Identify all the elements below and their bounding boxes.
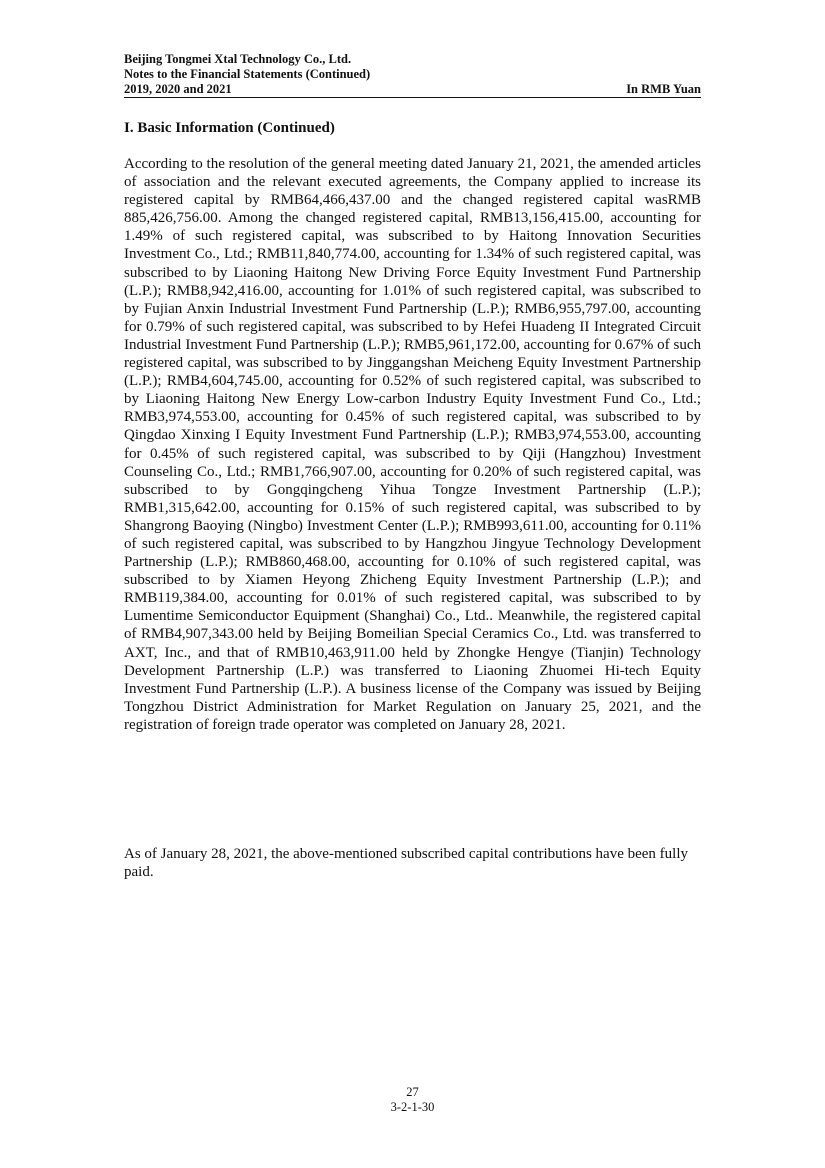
page-number: 27 <box>406 1085 419 1099</box>
document-code: 3-2-1-30 <box>390 1100 435 1114</box>
company-name: Beijing Tongmei Xtal Technology Co., Ltd. <box>124 52 352 66</box>
currency-label: In RMB Yuan <box>626 82 701 96</box>
header-rule-row <box>124 82 701 98</box>
page-header <box>124 52 701 98</box>
body-paragraph-2: As of January 28, 2021, the above-mentioned subscribed capital contributions have been fully paid. <box>124 846 689 881</box>
reporting-years: 2019, 2020 and 2021 <box>124 82 232 96</box>
body-paragraph-1: According to the resolution of the general meeting dated January 21, 2021, the amended articles of association and the relevant executed agreements, the Company applied to increase its registered capital by RMB64,466,437.00 and the changed registered capital wasRMB 885,426,756.00. Among the changed registered capital, RMB13,156,415.00, accounting for 1.49% of such registered capital, was subscribed to by Haitong Innovation Securities Investment Co., Ltd.; RMB11,840,774.00, accounting for 1.34% of such registered capital, was subscribed to by Liaoning Haitong New Driving Force Equity Investment Fund Partnership (L.P.); RMB8,942,416.00, accounting for 1.01% of such registered capital, was subscribed to by Fujian Anxin Industrial Investment Fund Partnership (L.P.); RMB6,955,797.00, accounting for 0.79% of such registered capital, was subscribed to by Hefei Huadeng II Integrated Circuit Industrial Investment Fund Partnership (L.P.); RMB5,961,172.00, accounting for 0.67% of such registered capital, was subscribed to by Jinggangshan Meicheng Equity Investment Partnership (L.P.); RMB4,604,745.00, accounting for 0.52% of such registered capital, was subscribed to by Liaoning Haitong New Energy Low-carbon Industry Equity Investment Fund Co., Ltd.; RMB3,974,553.00, accounting for 0.45% of such registered capital, was subscribed to by Qingdao Xinxing I Equity Investment Fund Partnership (L.P.); RMB3,974,553.00, accounting for 0.45% of such registered capital, was subscribed to by Qiji (Hangzhou) Investment Counseling Co., Ltd.; RMB1,766,907.00, accounting for 0.20% of such registered capital, was subscribed to by Gongqingcheng Yihua Tongze Investment Partnership (L.P.); RMB1,315,642.00, accounting for 0.15% of such registered capital, was subscribed to by Shangrong Baoying (Ningbo) Investment Center (L.P.); RMB993,611.00, accounting for 0.11% of such registered capital, was subscribed to by Hangzhou Jingyue Technology Development Partnership (L.P.); RMB860,468.00, accounting for 0.10% of such registered capital, was subscribed to by Xiamen Heyong Zhicheng Equity Investment Partnership (L.P.); and RMB119,384.00, accounting for 0.01% of such registered capital, was subscribed to by Lumentime Semiconductor Equipment (Shanghai) Co., Ltd.. Meanwhile, the registered capital of RMB4,907,343.00 held by Beijing Bomeilian Special Ceramics Co., Ltd. was transferred to AXT, Inc., and that of RMB10,463,911.00 held by Zhongke Hengye (Tianjin) Technology Development Partnership (L.P.) was transferred to Liaoning Zhuomei Hi-tech Equity Investment Fund Partnership (L.P.). A business license of the Company was issued by Beijing Tongzhou District Administration for Market Regulation on January 25, 2021, and the registration of foreign trade operator was completed on January 28, 2021. <box>124 156 701 733</box>
page-footer <box>0 1085 825 1115</box>
section-title: I. Basic Information (Continued) <box>124 120 335 136</box>
document-subtitle: Notes to the Financial Statements (Continued) <box>124 67 371 81</box>
